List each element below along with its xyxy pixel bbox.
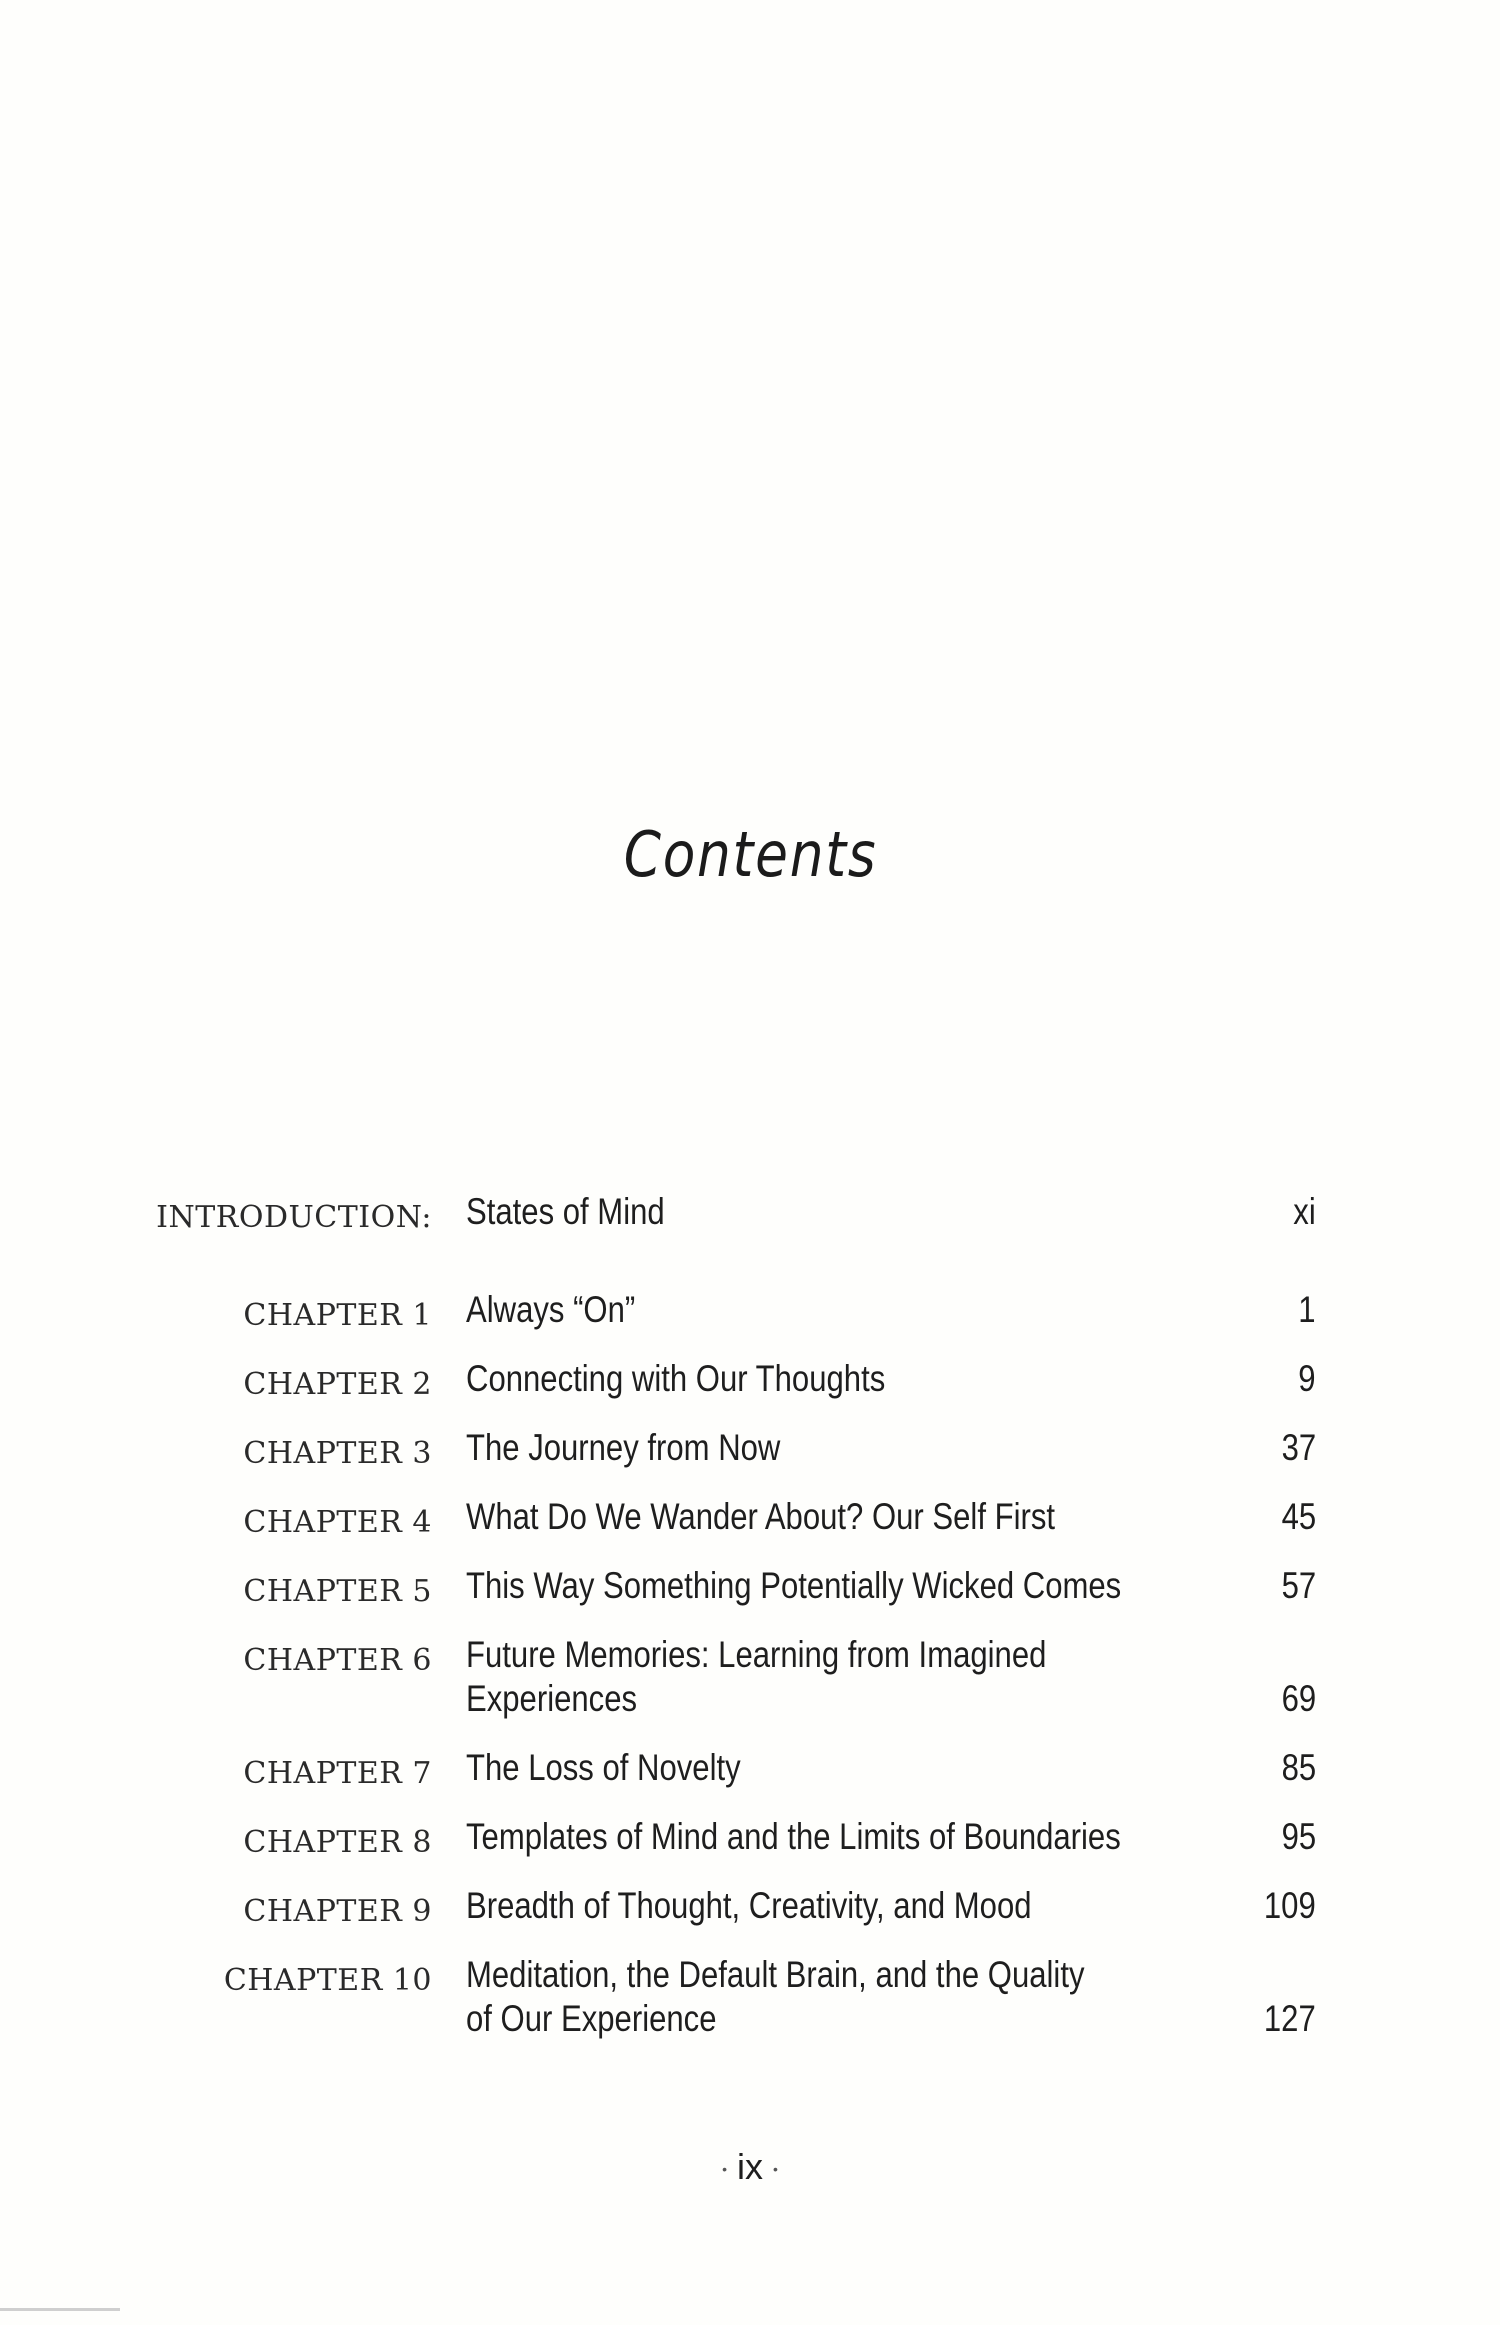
page-folio	[0, 2146, 1500, 2188]
toc-entry-label: INTRODUCTION:	[156, 1200, 432, 1235]
toc-entry-label: CHAPTER 2	[243, 1367, 432, 1402]
toc-entry-title	[466, 1288, 1104, 1332]
toc-entry-title-line: States of Mind	[466, 1191, 665, 1232]
toc-entry-title	[466, 1633, 1104, 1721]
toc-entry-page-number: 109	[1264, 1885, 1316, 1926]
toc-entry-page-number: 45	[1281, 1496, 1316, 1537]
toc-entry-title	[466, 1564, 1122, 1608]
toc-entry-label: CHAPTER 9	[243, 1894, 432, 1929]
toc-entry-title-line: Future Memories: Learning from Imagined	[466, 1634, 1047, 1675]
toc-entry-label: CHAPTER 7	[243, 1756, 432, 1791]
page-edge-shadow	[0, 2308, 120, 2311]
toc-entry-title	[466, 1357, 1104, 1401]
toc-entry-label: CHAPTER 8	[243, 1825, 432, 1860]
toc-entry-label: CHAPTER 10	[223, 1963, 432, 1998]
toc-entry-page-number: 69	[1281, 1678, 1316, 1719]
toc-entry-title	[466, 1815, 1121, 1859]
toc-entry-title-line: The Journey from Now	[466, 1427, 781, 1468]
toc-entry-title	[466, 1495, 1104, 1539]
toc-entry-title-line: Connecting with Our Thoughts	[466, 1358, 886, 1399]
toc-entry-title-line: Experiences	[466, 1678, 638, 1719]
toc-entry-label: CHAPTER 4	[243, 1505, 432, 1540]
toc-entry-title-line: Meditation, the Default Brain, and the Quality	[466, 1954, 1085, 1995]
toc-entry-title-line: Always “On”	[466, 1289, 636, 1330]
page-title: Contents	[623, 818, 878, 891]
toc-entry-page-number: 1	[1298, 1289, 1316, 1330]
toc-entry-title-line: The Loss of Novelty	[466, 1747, 741, 1788]
toc-entry-label: CHAPTER 6	[243, 1643, 432, 1678]
toc-entry-label: CHAPTER 1	[243, 1298, 432, 1333]
toc-entry-title	[466, 1190, 1104, 1234]
toc-entry-title-line: Breadth of Thought, Creativity, and Mood	[466, 1885, 1032, 1926]
folio-ornament-icon: •	[722, 2161, 727, 2178]
folio-number: ix	[737, 2146, 763, 2187]
folio-ornament-icon: •	[773, 2161, 778, 2178]
toc-entry-title-line: Templates of Mind and the Limits of Boundaries	[466, 1816, 1121, 1857]
toc-entry-label: CHAPTER 5	[243, 1574, 432, 1609]
toc-entry-title-line: of Our Experience	[466, 1998, 717, 2039]
toc-entry-page-number: xi	[1293, 1191, 1316, 1232]
toc-entry-page-number: 127	[1264, 1998, 1316, 2039]
toc-entry-title	[466, 1746, 1104, 1790]
toc-entry-title-line: This Way Something Potentially Wicked Comes	[466, 1565, 1122, 1606]
toc-entry-label: CHAPTER 3	[243, 1436, 432, 1471]
toc-entry-title	[466, 1884, 1104, 1928]
toc-entry-page-number: 57	[1281, 1565, 1316, 1606]
toc-entry-page-number: 85	[1281, 1747, 1316, 1788]
toc-entry-title	[466, 1426, 1104, 1470]
toc-entry-page-number: 37	[1281, 1427, 1316, 1468]
toc-entry-page-number: 95	[1281, 1816, 1316, 1857]
toc-entry-title	[466, 1953, 1104, 2041]
toc-entry-page-number: 9	[1298, 1358, 1316, 1399]
toc-entry-title-line: What Do We Wander About? Our Self First	[466, 1496, 1056, 1537]
